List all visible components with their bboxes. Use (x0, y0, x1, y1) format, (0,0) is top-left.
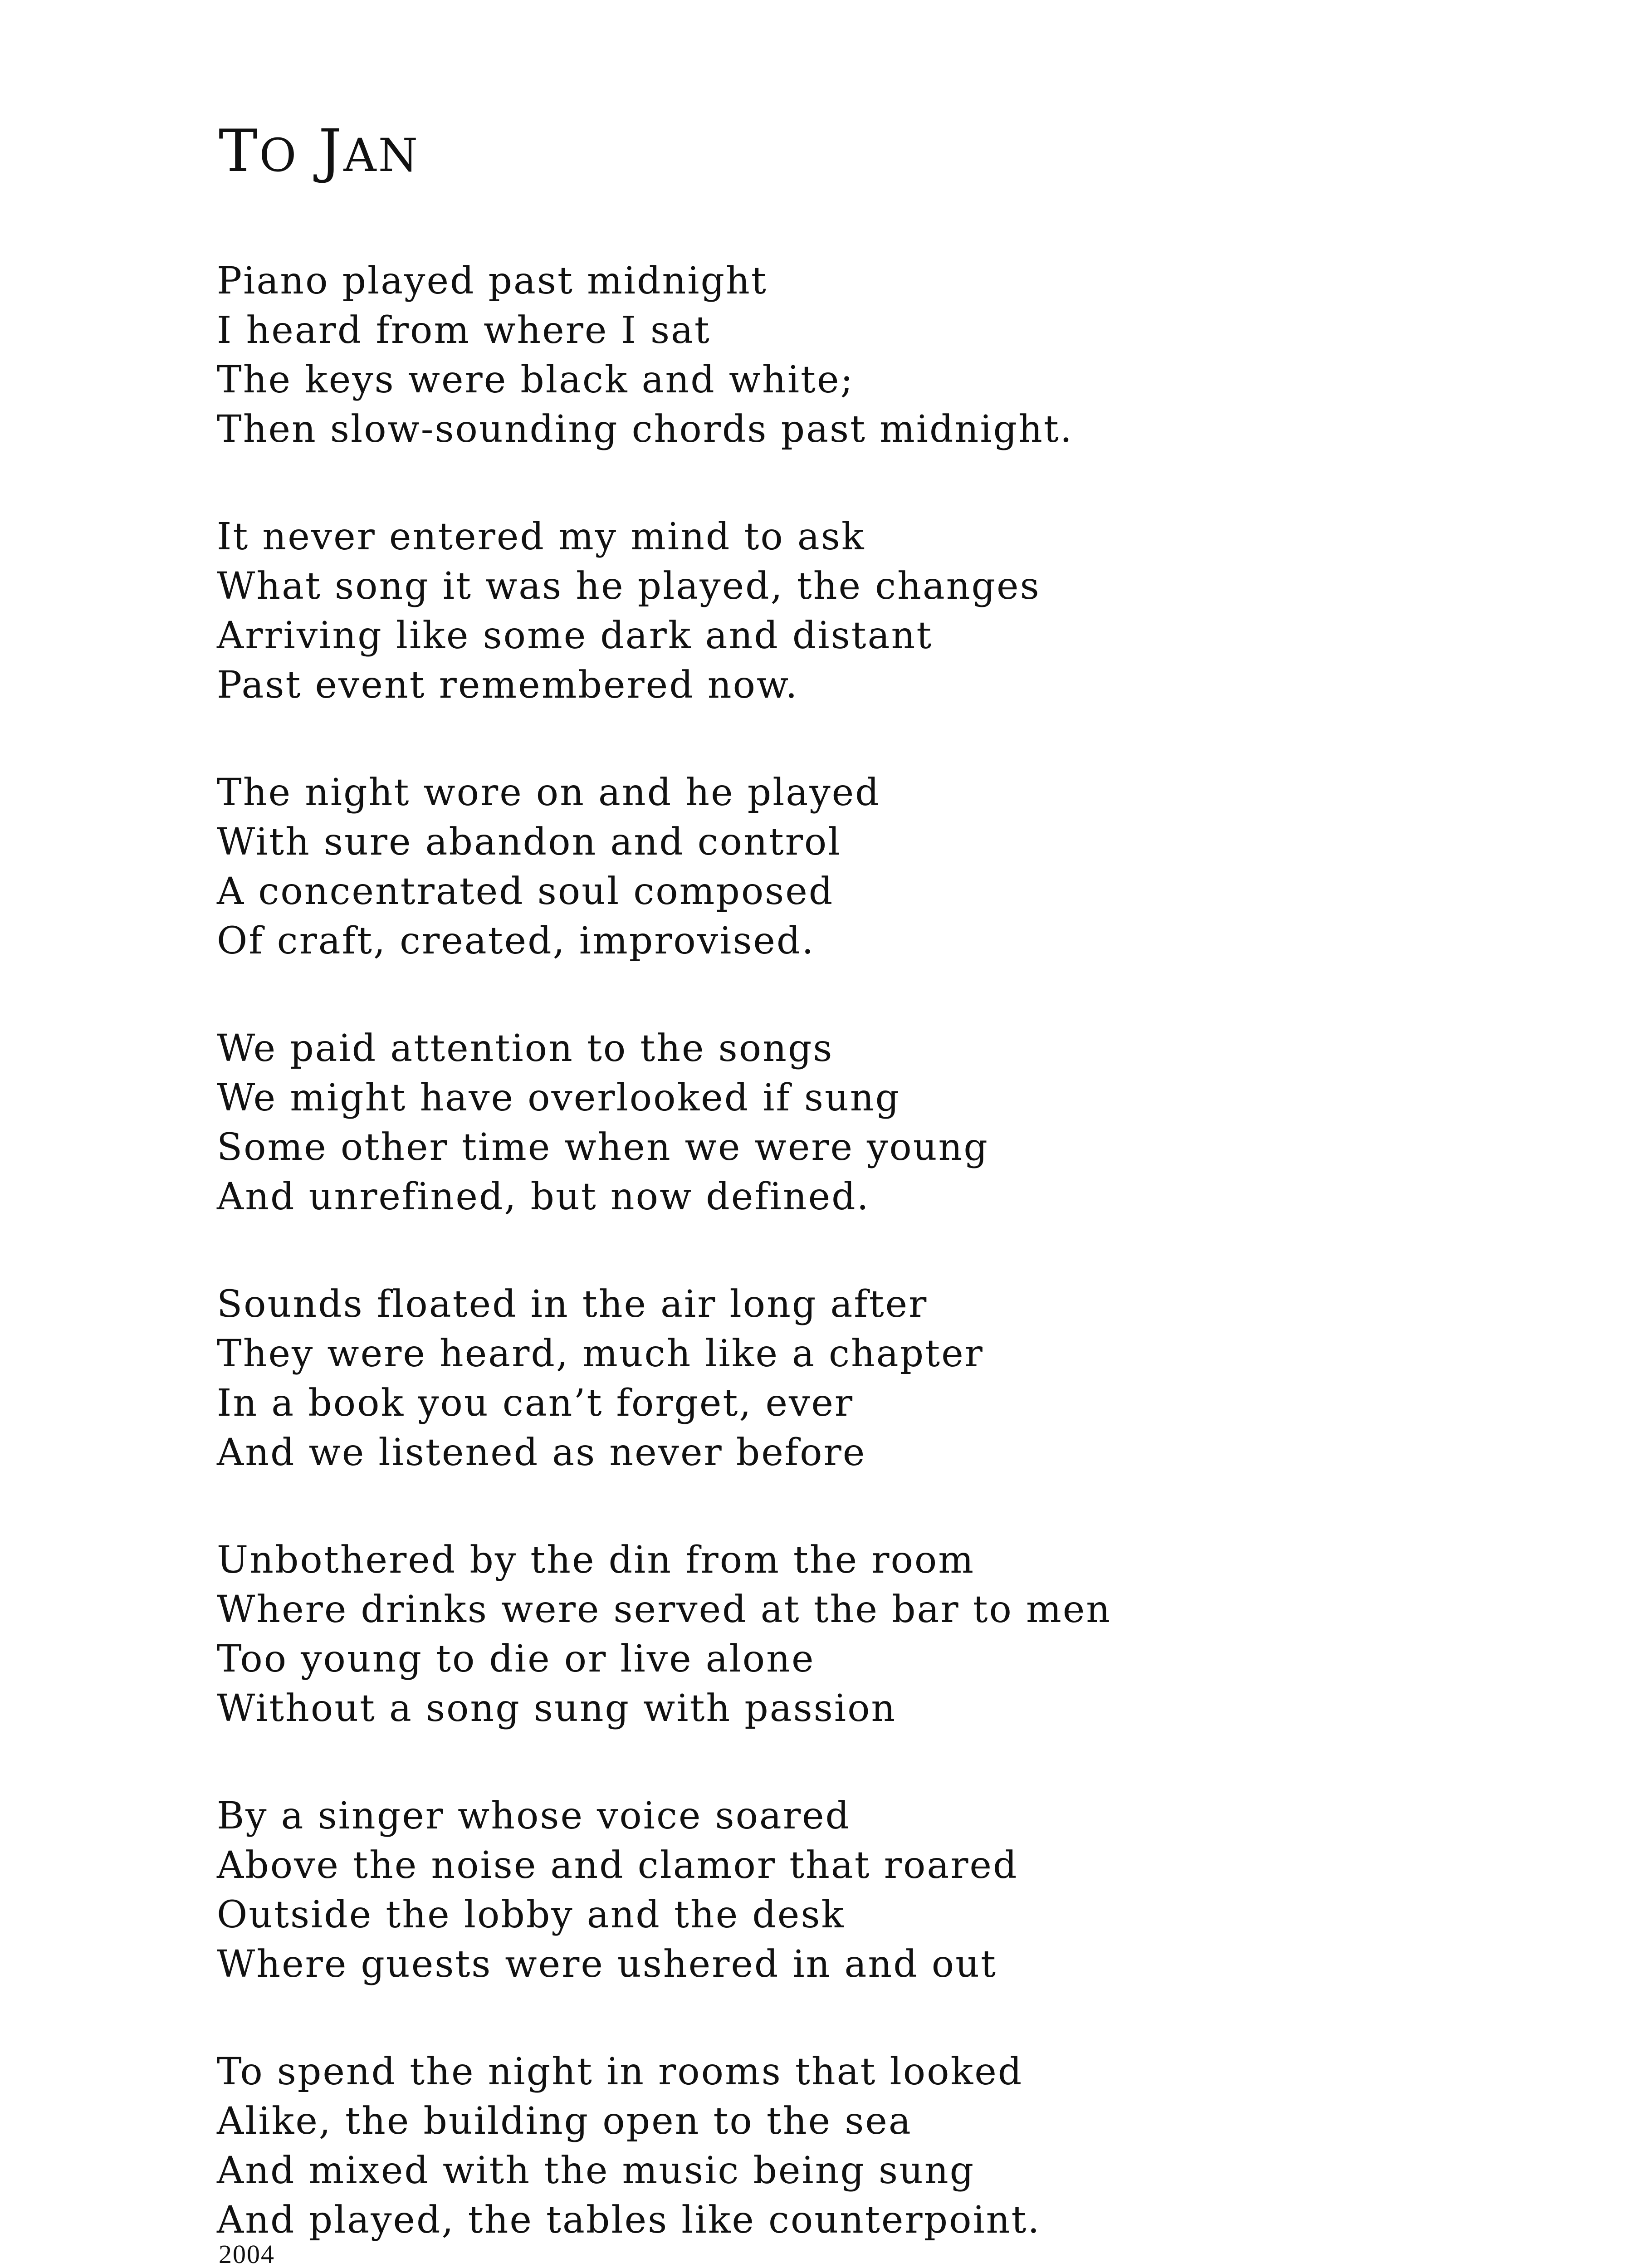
poem-body (217, 256, 1532, 2268)
poem-line: And played, the tables like counterpoint. (217, 2199, 1041, 2242)
title-initial-t: T (219, 117, 259, 185)
poem-line: By a singer whose voice soared (217, 1794, 851, 1838)
poem-line: The keys were black and white; (217, 358, 855, 401)
poem-line: In a book you can’t forget, ever (217, 1382, 854, 1425)
poem-line: Alike, the building open to the sea (217, 2100, 912, 2143)
poem-line: And we listened as never before (217, 1431, 866, 1474)
poem-line: With sure abandon and control (217, 821, 841, 864)
stanza-3 (217, 768, 1532, 966)
poem-line: And unrefined, but now defined. (217, 1175, 870, 1218)
poem-line: I heard from where I sat (217, 309, 711, 352)
title-rest-o: O (259, 129, 298, 182)
poem-line: Piano played past midnight (217, 259, 768, 303)
poem-line: Past event remembered now. (217, 664, 799, 707)
stanza-8 (217, 2047, 1532, 2245)
poem-line: Arriving like some dark and distant (217, 614, 933, 657)
poem-line: Sounds floated in the air long after (217, 1283, 928, 1326)
stanza-5 (217, 1280, 1532, 1477)
poem-year: 2004 (219, 2239, 275, 2268)
poem-line: Too young to die or live alone (217, 1637, 815, 1681)
poem-line: Some other time when we were young (217, 1126, 989, 1169)
poem-line: The night wore on and he played (217, 771, 880, 814)
poem-line: What song it was he played, the changes (217, 565, 1041, 608)
poem-line: They were heard, much like a chapter (217, 1332, 984, 1375)
title-rest-an: AN (343, 129, 420, 182)
poem-line: We might have overlooked if sung (217, 1076, 901, 1119)
poem-line: We paid attention to the songs (217, 1027, 834, 1070)
stanza-1 (217, 256, 1532, 454)
poem-line: Where drinks were served at the bar to men (217, 1588, 1112, 1631)
stanza-6 (217, 1535, 1532, 1733)
poem-line: Without a song sung with passion (217, 1687, 897, 1730)
poem-line: Where guests were ushered in and out (217, 1943, 997, 1986)
stanza-2 (217, 512, 1532, 710)
poem-line: Of craft, created, improvised. (217, 919, 815, 963)
poem-line: It never entered my mind to ask (217, 515, 865, 558)
poem-line: Above the noise and clamor that roared (217, 1844, 1018, 1887)
title-initial-j: J (318, 117, 344, 185)
stanza-7 (217, 1791, 1532, 1989)
stanza-4 (217, 1024, 1532, 1222)
poem-title (219, 117, 420, 185)
poem-line: Then slow-sounding chords past midnight. (217, 408, 1073, 451)
poem-line: Outside the lobby and the desk (217, 1893, 846, 1936)
poem-line: A concentrated soul composed (217, 870, 834, 913)
poem-line: Unbothered by the din from the room (217, 1539, 975, 1582)
poem-line: To spend the night in rooms that looked (217, 2050, 1023, 2093)
poem-line: And mixed with the music being sung (217, 2149, 975, 2192)
